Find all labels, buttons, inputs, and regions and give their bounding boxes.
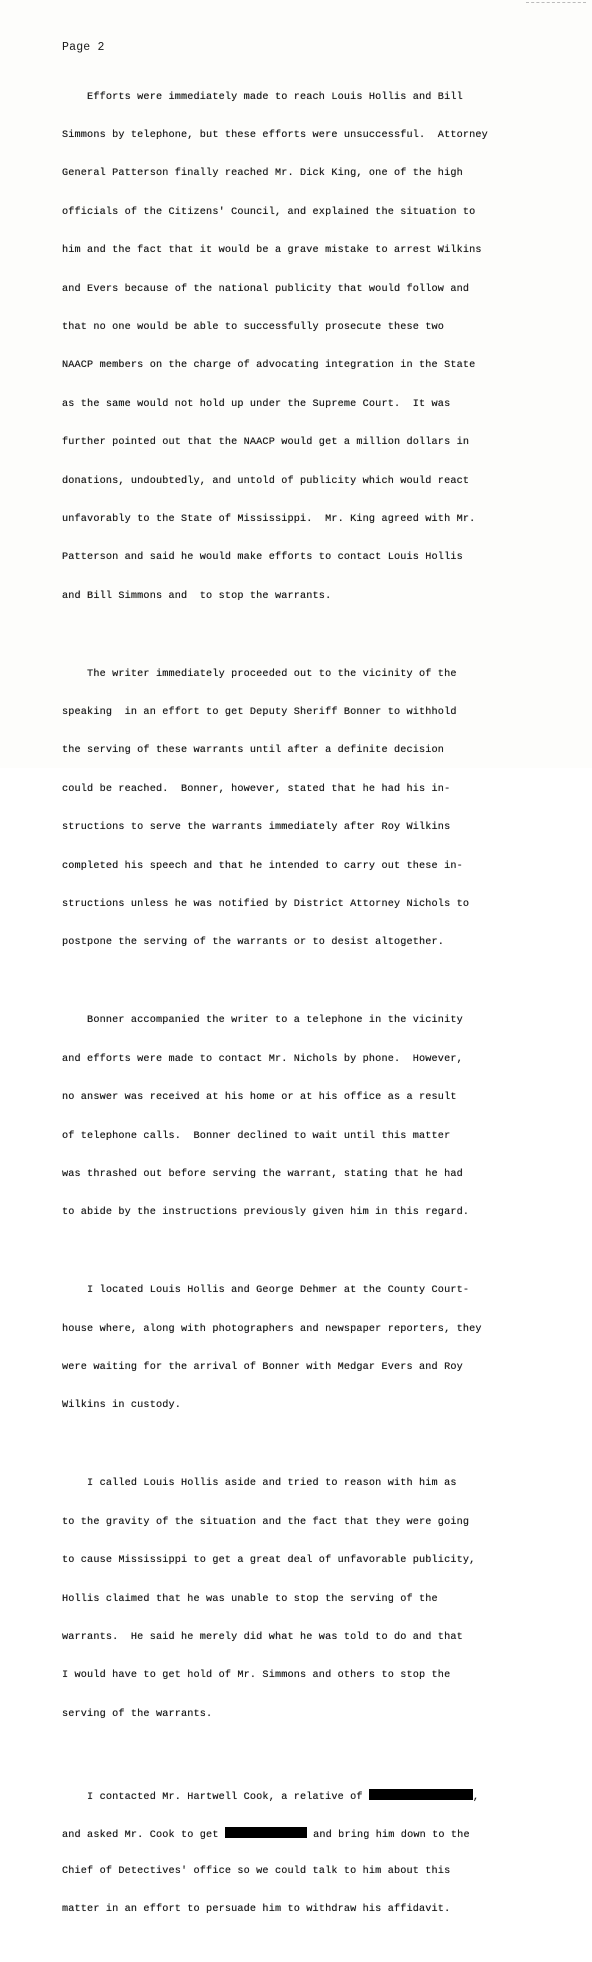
page-number: Page 2 bbox=[62, 41, 105, 54]
text-line: house where, along with photographers and newspaper reporters, they bbox=[62, 1323, 482, 1335]
scan-edge-mark bbox=[526, 2, 586, 3]
text-line: to cause Mississippi to get a great deal of unfavorable publicity, bbox=[62, 1555, 476, 1567]
paragraph-4 bbox=[62, 1260, 532, 1439]
text-line: Patterson and said he would make efforts to contact Louis Hollis bbox=[62, 552, 463, 564]
text-line: to abide by the instructions previously given him in this regard. bbox=[62, 1207, 470, 1219]
text-line bbox=[62, 1827, 532, 1840]
text-line: Bonner accompanied the writer to a telephone in the vicinity bbox=[62, 1015, 463, 1027]
text-line: and efforts were made to contact Mr. Nichols by phone. However, bbox=[62, 1053, 463, 1065]
text-line: Wilkins in custody. bbox=[62, 1400, 182, 1412]
text-line: as the same would not hold up under the Supreme Court. It was bbox=[62, 398, 451, 410]
text-line: donations, undoubtedly, and untold of publicity which would react bbox=[62, 475, 470, 487]
text-line bbox=[62, 1789, 532, 1802]
text-line: and Bill Simmons and to stop the warrants. bbox=[62, 590, 332, 602]
text-line: Efforts were immediately made to reach Louis Hollis and Bill bbox=[62, 91, 463, 103]
text-line: Hollis claimed that he was unable to stop the serving of the bbox=[62, 1593, 438, 1605]
text-line: I called Louis Hollis aside and tried to reason with him as bbox=[62, 1478, 457, 1490]
text-line: could be reached. Bonner, however, stated that he had his in- bbox=[62, 783, 451, 795]
text-line: the serving of these warrants until after a definite decision bbox=[62, 745, 445, 757]
text-line: structions unless he was notified by District Attorney Nichols to bbox=[62, 899, 470, 910]
text-line: completed his speech and that he intended to carry out these in- bbox=[62, 860, 463, 872]
text-line: to the gravity of the situation and the fact that they were going bbox=[62, 1516, 470, 1528]
text-fragment: I contacted Mr. Hartwell Cook, a relative of bbox=[62, 1791, 369, 1803]
text-line: Simmons by telephone, but these efforts were unsuccessful. Attorney bbox=[62, 129, 488, 141]
text-line: General Patterson finally reached Mr. Dick King, one of the high bbox=[62, 168, 463, 180]
text-line: were waiting for the arrival of Bonner with Medgar Evers and Roy bbox=[62, 1362, 463, 1374]
text-line: unfavorably to the State of Mississippi. Mr. King agreed with Mr. bbox=[62, 513, 476, 525]
paragraph-2 bbox=[62, 643, 532, 976]
text-line: The writer immediately proceeded out to the vicinity of the bbox=[62, 668, 457, 680]
text-line: that no one would be able to successfully prosecute these two bbox=[62, 321, 445, 333]
text-line: postpone the serving of the warrants or to desist altogether. bbox=[62, 937, 445, 949]
text-line: warrants. He said he merely did what he was told to do and that bbox=[62, 1632, 463, 1644]
text-line: structions to serve the warrants immediately after Roy Wilkins bbox=[62, 822, 451, 834]
text-line: matter in an effort to persuade him to withdraw his affidavit. bbox=[62, 1903, 451, 1915]
text-line: NAACP members on the charge of advocating integration in the State bbox=[62, 360, 476, 372]
text-line: I located Louis Hollis and George Dehmer at the County Court- bbox=[62, 1285, 470, 1297]
text-fragment: and asked Mr. Cook to get bbox=[62, 1830, 225, 1842]
text-line: serving of the warrants. bbox=[62, 1708, 213, 1720]
redaction-bar bbox=[225, 1827, 307, 1838]
paragraph-1 bbox=[62, 66, 532, 629]
text-line: further pointed out that the NAACP would get a million dollars in bbox=[62, 437, 470, 449]
redaction-bar bbox=[369, 1789, 473, 1800]
text-line: was thrashed out before serving the warrant, stating that he had bbox=[62, 1168, 463, 1180]
text-fragment: , bbox=[472, 1791, 480, 1803]
paragraph-6 bbox=[62, 1763, 532, 1942]
text-line: of telephone calls. Bonner declined to wait until this matter bbox=[62, 1130, 451, 1142]
text-line: and Evers because of the national publicity that would follow and bbox=[62, 283, 470, 295]
paragraph-3 bbox=[62, 990, 532, 1246]
document-body bbox=[62, 66, 532, 1962]
text-line: Chief of Detectives' office so we could talk to him about this bbox=[62, 1865, 451, 1877]
paragraph-5 bbox=[62, 1453, 532, 1747]
text-fragment: and bring him down to the bbox=[306, 1830, 470, 1842]
text-line: speaking in an effort to get Deputy Sheriff Bonner to withhold bbox=[62, 707, 457, 719]
text-line: no answer was received at his home or at his office as a result bbox=[62, 1092, 457, 1104]
text-line: him and the fact that it would be a grave mistake to arrest Wilkins bbox=[62, 245, 482, 257]
text-line: I would have to get hold of Mr. Simmons and others to stop the bbox=[62, 1670, 451, 1682]
text-line: officials of the Citizens' Council, and explained the situation to bbox=[62, 206, 476, 218]
